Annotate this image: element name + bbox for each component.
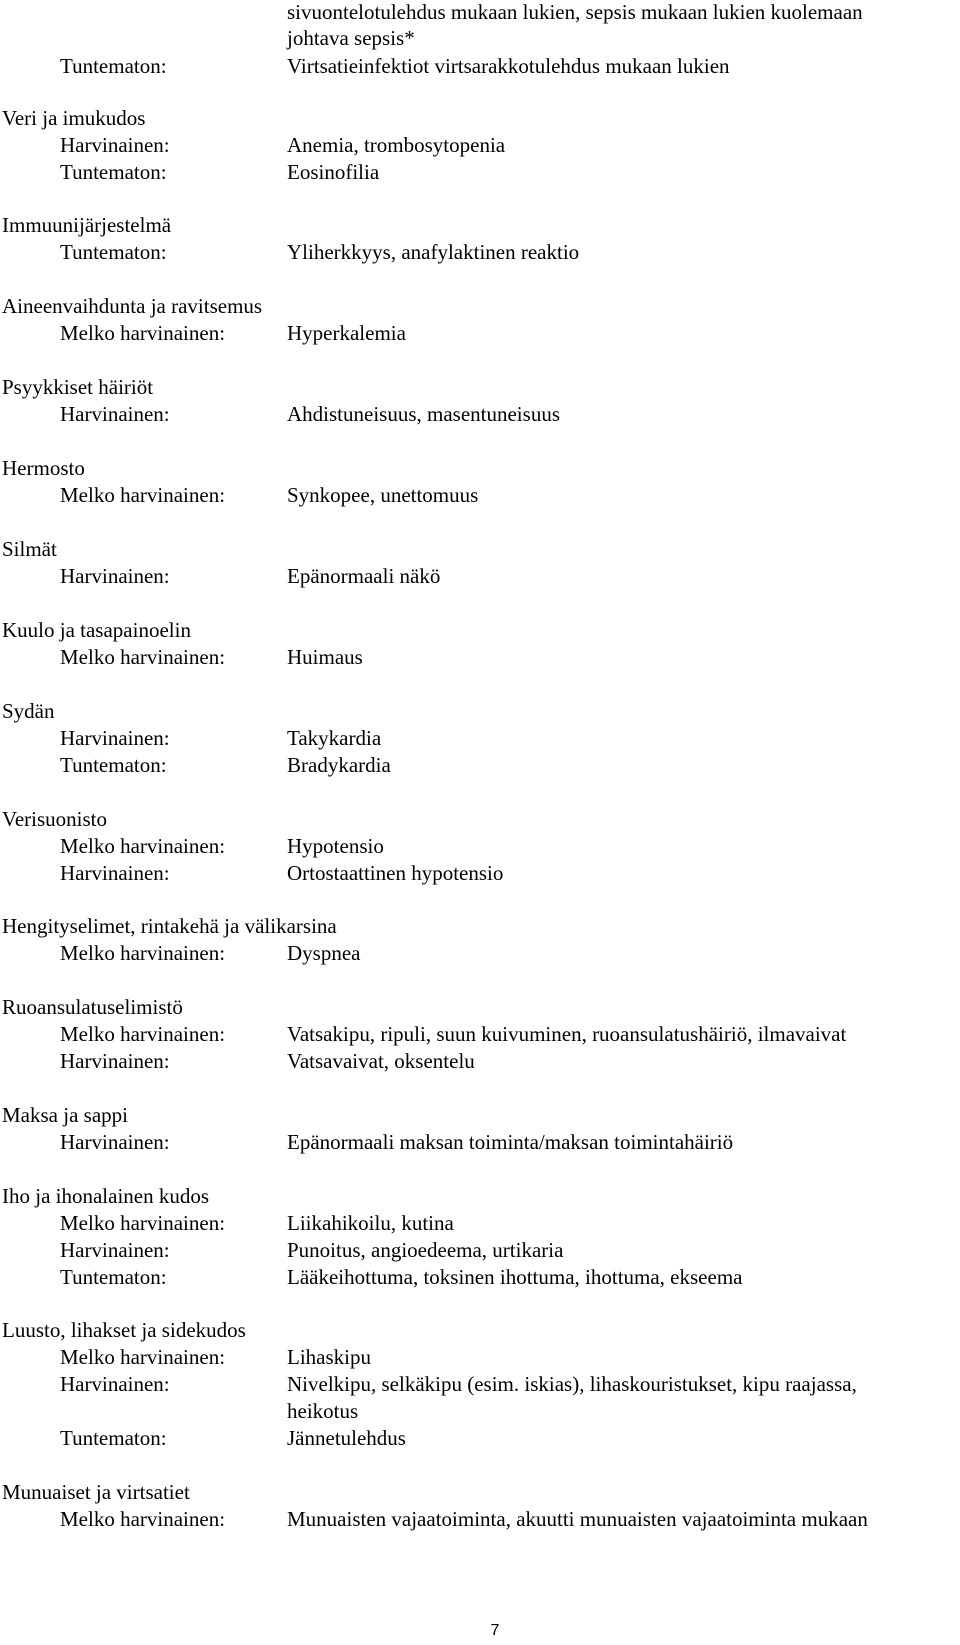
frequency-label: Melko harvinainen:	[60, 321, 226, 345]
effect-text: Punoitus, angioedeema, urtikaria	[287, 1238, 564, 1262]
frequency-label: Melko harvinainen:	[60, 1345, 226, 1369]
frequency-label: Harvinainen:	[60, 133, 170, 157]
effect-text: Jännetulehdus	[287, 1426, 406, 1450]
effect-text: Virtsatieinfektiot virtsarakkotulehdus mukaan lukien	[287, 54, 730, 78]
frequency-label: Tuntematon:	[60, 54, 167, 78]
effect-text: Lääkeihottuma, toksinen ihottuma, ihottuma, ekseema	[287, 1265, 743, 1289]
effect-text: Anemia, trombosytopenia	[287, 133, 506, 157]
section-heading: Aineenvaihdunta ja ravitsemus	[2, 294, 263, 318]
frequency-label: Harvinainen:	[60, 726, 170, 750]
section-heading: Sydän	[2, 699, 55, 723]
section-heading: Veri ja imukudos	[2, 106, 146, 130]
effect-text: Vatsakipu, ripuli, suun kuivuminen, ruoansulatushäiriö, ilmavaivat	[287, 1022, 847, 1046]
frequency-label: Melko harvinainen:	[60, 1507, 226, 1531]
effect-text: Ahdistuneisuus, masentuneisuus	[287, 402, 560, 426]
effect-text: Lihaskipu	[287, 1345, 371, 1369]
effect-text: Dyspnea	[287, 941, 361, 965]
frequency-label: Melko harvinainen:	[60, 1211, 226, 1235]
frequency-label: Tuntematon:	[60, 240, 167, 264]
effect-text: Munuaisten vajaatoiminta, akuutti munuaisten vajaatoiminta mukaan	[287, 1507, 868, 1531]
frequency-label: Tuntematon:	[60, 1265, 167, 1289]
effect-text: Nivelkipu, selkäkipu (esim. iskias), lihaskouristukset, kipu raajassa,	[287, 1372, 857, 1396]
effect-text: Bradykardia	[287, 753, 391, 777]
effect-text: Hyperkalemia	[287, 321, 406, 345]
section-heading: Immuunijärjestelmä	[2, 213, 172, 237]
effect-text: Ortostaattinen hypotensio	[287, 861, 504, 885]
frequency-label: Harvinainen:	[60, 1130, 170, 1154]
frequency-label: Harvinainen:	[60, 1238, 170, 1262]
section-heading: Ruoansulatuselimistö	[2, 995, 183, 1019]
section-heading: Verisuonisto	[2, 807, 107, 831]
section-heading: Psyykkiset häiriöt	[2, 375, 154, 399]
frequency-label: Melko harvinainen:	[60, 645, 226, 669]
section-heading: Luusto, lihakset ja sidekudos	[2, 1318, 246, 1342]
effect-text: Synkopee, unettomuus	[287, 483, 479, 507]
frequency-label: Melko harvinainen:	[60, 483, 226, 507]
section-heading: Maksa ja sappi	[2, 1103, 128, 1127]
frequency-label: Tuntematon:	[60, 160, 167, 184]
frequency-label: Harvinainen:	[60, 861, 170, 885]
frequency-label: Harvinainen:	[60, 402, 170, 426]
frequency-label: Melko harvinainen:	[60, 834, 226, 858]
frequency-label: Harvinainen:	[60, 1049, 170, 1073]
effect-text: Epänormaali näkö	[287, 564, 441, 588]
section-heading: Kuulo ja tasapainoelin	[2, 618, 191, 642]
effect-text: Yliherkkyys, anafylaktinen reaktio	[287, 240, 580, 264]
effect-text-continued: heikotus	[287, 1399, 359, 1423]
section-heading: Hermosto	[2, 456, 85, 480]
frequency-label: Tuntematon:	[60, 1426, 167, 1450]
continued-text: johtava sepsis*	[287, 26, 415, 50]
section-heading: Hengityselimet, rintakehä ja välikarsina	[2, 914, 337, 938]
section-heading: Munuaiset ja virtsatiet	[2, 1480, 190, 1504]
effect-text: Liikahikoilu, kutina	[287, 1211, 454, 1235]
effect-text: Hypotensio	[287, 834, 384, 858]
section-heading: Iho ja ihonalainen kudos	[2, 1184, 210, 1208]
section-heading: Silmät	[2, 537, 57, 561]
continued-text: sivuontelotulehdus mukaan lukien, sepsis mukaan lukien kuolemaan	[287, 0, 863, 24]
frequency-label: Tuntematon:	[60, 753, 167, 777]
effect-text: Vatsavaivat, oksentelu	[287, 1049, 475, 1073]
frequency-label: Melko harvinainen:	[60, 941, 226, 965]
effect-text: Takykardia	[287, 726, 382, 750]
page-number: 7	[490, 1622, 500, 1639]
frequency-label: Harvinainen:	[60, 1372, 170, 1396]
frequency-label: Harvinainen:	[60, 564, 170, 588]
effect-text: Huimaus	[287, 645, 363, 669]
effect-text: Epänormaali maksan toiminta/maksan toimintahäiriö	[287, 1130, 734, 1154]
effect-text: Eosinofilia	[287, 160, 380, 184]
frequency-label: Melko harvinainen:	[60, 1022, 226, 1046]
